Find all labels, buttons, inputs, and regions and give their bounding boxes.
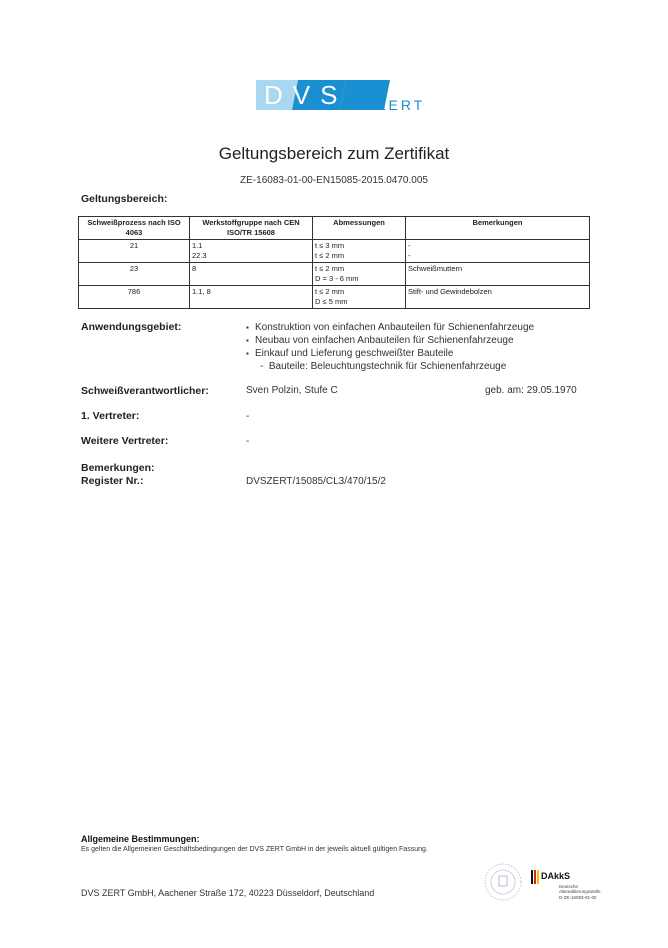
- cell-material: [190, 240, 313, 263]
- cell-remarks: [406, 286, 590, 309]
- dimension-line: D ≤ 5 mm: [315, 297, 348, 306]
- responsible-label: Schweißverantwortlicher:: [81, 385, 209, 397]
- logo-text: DVS: [264, 80, 348, 110]
- footer-address: DVS ZERT GmbH, Aachener Straße 172, 40223 Düsseldorf, Deutschland: [81, 888, 375, 898]
- header-process: Schweißprozess nach ISO 4063: [79, 217, 190, 240]
- bullet-icon: ▪: [246, 349, 249, 358]
- material-line: 1.1: [192, 241, 203, 250]
- application-label: Anwendungsgebiet:: [81, 321, 182, 333]
- table-row: [79, 286, 590, 309]
- remark-line: -: [408, 241, 411, 250]
- register-value: DVSZERT/15085/CL3/470/15/2: [246, 476, 386, 487]
- certificate-number: ZE-16083-01-00-EN15085-2015.0470.005: [240, 175, 428, 186]
- page-title: Geltungsbereich zum Zertifikat: [218, 144, 450, 163]
- dimension-line: t ≤ 3 mm: [315, 241, 345, 250]
- cell-process: 786: [79, 286, 190, 309]
- dakks-name: DAkkS: [541, 871, 571, 881]
- sub-list-item: - Bauteile: Beleuchtungstechnik für Schienenfahrzeuge: [260, 361, 507, 372]
- header-material: Werkstoffgruppe nach CEN ISO/TR 15608: [190, 217, 313, 240]
- dakks-logo-icon: [531, 870, 541, 889]
- cell-process: 21: [79, 240, 190, 263]
- birth-date: geb. am: 29.05.1970: [485, 385, 577, 396]
- header-dimensions: Abmessungen: [313, 217, 406, 240]
- cell-dimensions: [313, 286, 406, 309]
- dimension-line: t ≤ 2 mm: [315, 264, 345, 273]
- remarks-label: Bemerkungen:: [81, 462, 155, 474]
- certification-seal-icon: [483, 862, 523, 902]
- list-item: ▪ Konstruktion von einfachen Anbauteilen für Schienenfahrzeuge: [246, 322, 535, 333]
- logo-suffix: ZERT: [377, 97, 426, 113]
- cell-process: 23: [79, 263, 190, 286]
- register-label: Register Nr.:: [81, 475, 144, 487]
- cell-remarks: [406, 240, 590, 263]
- responsible-value: Sven Polzin, Stufe C: [246, 385, 338, 396]
- list-item: ▪ Einkauf und Lieferung geschweißter Bauteile: [246, 348, 454, 359]
- dimension-line: D = 3 - 6 mm: [315, 274, 359, 283]
- scope-label: Geltungsbereich:: [81, 193, 168, 205]
- dakks-line1: Deutsche: [559, 884, 579, 889]
- material-line: 22.3: [192, 251, 207, 260]
- representative-label: 1. Vertreter:: [81, 410, 140, 422]
- general-provisions-text: Es gelten die Allgemeinen Geschäftsbedingungen der DVS ZERT GmbH in der jeweils aktuell gültigen Fassung.: [81, 846, 428, 853]
- cell-remarks: [406, 263, 590, 286]
- list-item: ▪ Neubau von einfachen Anbauteilen für Schienenfahrzeuge: [246, 335, 514, 346]
- header-remarks: Bemerkungen: [406, 217, 590, 240]
- dimension-line: t ≤ 2 mm: [315, 287, 345, 296]
- bullet-icon: ▪: [246, 323, 249, 332]
- cell-material: [190, 263, 313, 286]
- table-row: [79, 263, 590, 286]
- dimension-line: t ≤ 2 mm: [315, 251, 345, 260]
- cell-material: [190, 286, 313, 309]
- cell-dimensions: [313, 263, 406, 286]
- dakks-line3: D-ZE-16083-01-00: [559, 895, 597, 900]
- representative-value: -: [246, 411, 250, 422]
- remark-line: Stift- und Gewindebolzen: [408, 287, 492, 296]
- further-representatives-value: -: [246, 436, 250, 447]
- application-list: [246, 321, 534, 373]
- material-line: 1.1, 8: [192, 287, 211, 296]
- remark-line: Schweißmuttern: [408, 264, 463, 273]
- cell-dimensions: [313, 240, 406, 263]
- material-line: 8: [192, 264, 197, 273]
- table-row: [79, 240, 590, 263]
- scope-table: [78, 216, 590, 309]
- remark-line: -: [408, 251, 411, 260]
- further-representatives-label: Weitere Vertreter:: [81, 435, 169, 447]
- dakks-line2: Akkreditierungsstelle: [559, 889, 601, 894]
- bullet-icon: ▪: [246, 336, 249, 345]
- dash-icon: -: [260, 361, 269, 372]
- general-provisions-title: Allgemeine Bestimmungen:: [81, 834, 200, 844]
